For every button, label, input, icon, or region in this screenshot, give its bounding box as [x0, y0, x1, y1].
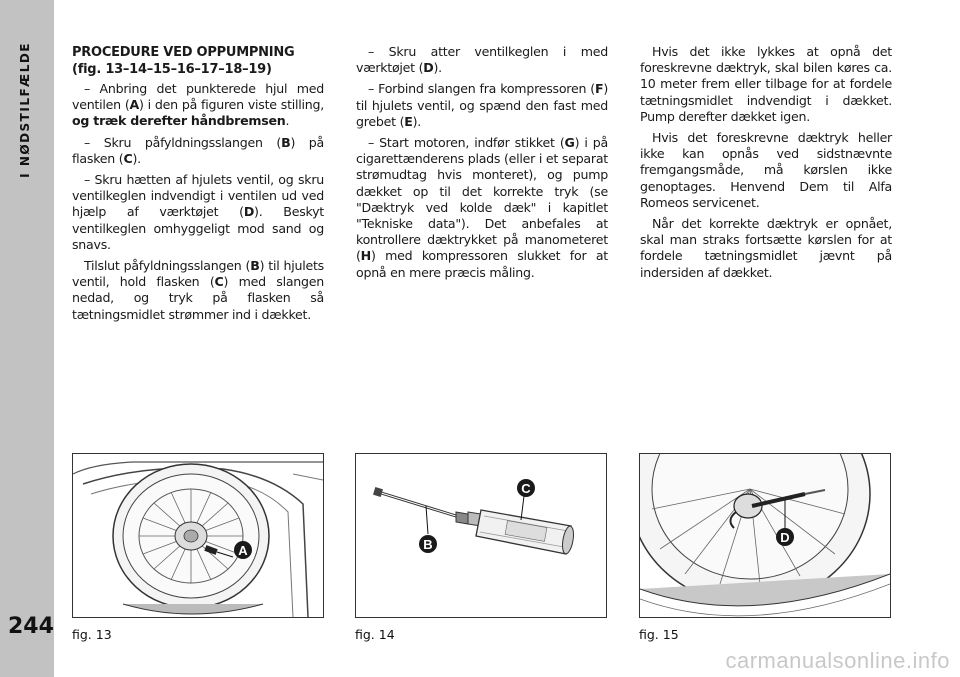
- text-run: – Skru atter ventilkeglen i med værktøjet (: [356, 44, 608, 76]
- reference-letter: D: [423, 60, 434, 76]
- reference-letter: C: [214, 274, 224, 290]
- paragraph: [356, 44, 608, 76]
- figure-14: [355, 453, 607, 618]
- reference-letter: C: [123, 150, 133, 166]
- text-run: ) i den på figuren viste stilling,: [139, 97, 324, 113]
- figure-15: [639, 453, 891, 618]
- text-run: – Skru påfyldningsslangen (: [84, 134, 282, 150]
- emphasis-text: og træk derefter håndbremsen: [72, 113, 286, 129]
- figure-caption: fig. 14: [355, 627, 395, 642]
- text-run: – Forbind slangen fra kompressoren (: [368, 81, 595, 97]
- text-run: ).: [132, 150, 141, 166]
- text-column-1: [72, 44, 324, 328]
- figure-caption: fig. 13: [72, 627, 112, 642]
- text-run: ). Beskyt ventilkeglen omhyggeligt mod sand og snavs.: [72, 204, 324, 252]
- heading-line-2: (fig. 13–14–15–16–17–18–19): [72, 62, 272, 77]
- valve-tool-illustration: [640, 454, 890, 617]
- section-label: I NØDSTILFÆLDE: [18, 42, 32, 178]
- heading-line-1: PROCEDURE VED OPPUMPNING: [72, 45, 295, 60]
- reference-letter: H: [360, 248, 371, 264]
- text-run: .: [285, 113, 290, 129]
- paragraph: Hvis det foreskrevne dæktryk heller ikke kan opnås ved sidstnævnte fremgangsmåde, må kørslen ikke genoptages. Henvend Dem til Alfa Romeos servicenet.: [640, 130, 892, 210]
- callout-c-label: C: [521, 481, 531, 496]
- reference-letter: F: [594, 81, 604, 97]
- reference-letter: A: [129, 97, 139, 113]
- wheel-arch-illustration: [73, 454, 323, 617]
- text-run: ) på flasken (: [72, 134, 324, 166]
- text-run: – Skru hætten af hjulets ventil, og skru ventilkeglen indvendigt i ventilen ud ved hjælp af værktøjet (: [72, 172, 324, 220]
- reference-letter: D: [243, 204, 255, 220]
- reference-letter: B: [281, 134, 291, 150]
- figure-13: [72, 453, 324, 618]
- sealant-bottle-illustration: [356, 454, 606, 617]
- text-run: ) til hjulets ventil, hold flasken (: [72, 258, 324, 290]
- reference-letter: B: [250, 258, 260, 274]
- text-run: ) med slangen nedad, og tryk på flasken så tætningsmidlet strømmer ind i dækket.: [72, 274, 324, 322]
- text-run: ) med kompressoren slukket for at opnå en mere præcis måling.: [356, 248, 608, 280]
- paragraph: [72, 172, 324, 253]
- text-run: ).: [433, 60, 442, 76]
- paragraph: [356, 135, 608, 281]
- text-run: ) i på cigarettænderens plads (eller i et separat strømudtag hvis monteret), og pump dækket op til det korrekte tryk (se "Dæktryk ved kolde dæk" i kapitlet "Tekniske data"). Det anbefales at kontrollere dæktrykket på manometeret (: [356, 135, 608, 264]
- callout-d-label: D: [780, 530, 790, 545]
- text-run: ) til hjulets ventil, og spænd den fast med grebet (: [356, 81, 608, 129]
- paragraph: [72, 135, 324, 167]
- paragraph: Hvis det ikke lykkes at opnå det foreskrevne dæktryk, skal bilen køres ca. 10 meter frem eller tilbage for at fordele tætningsmidlet indvendigt i dækket. Pump derefter dækket igen.: [640, 44, 892, 124]
- paragraph: [72, 81, 324, 130]
- text-run: – Start motoren, indfør stikket (: [368, 135, 565, 151]
- text-column-3: [640, 44, 892, 286]
- paragraph: [356, 81, 608, 130]
- text-run: Tilslut påfyldningsslangen (: [84, 258, 251, 274]
- paragraph: Når det korrekte dæktryk er opnået, skal man straks fortsætte kørslen for at fordele tætningsmidlet jævnt på indersiden af dækket.: [640, 216, 892, 280]
- section-heading: [72, 44, 324, 78]
- callout-b-label: B: [423, 537, 433, 552]
- reference-letter: E: [404, 113, 413, 129]
- text-run: ).: [412, 113, 422, 129]
- figure-caption: fig. 15: [639, 627, 679, 642]
- text-run: – Anbring det punkterede hjul med ventilen (: [72, 81, 324, 113]
- text-column-2: [356, 44, 608, 286]
- paragraph: [72, 258, 324, 323]
- page-number: 244: [8, 614, 54, 639]
- reference-letter: G: [564, 135, 575, 151]
- callout-a-label: A: [238, 543, 248, 558]
- watermark: carmanualsonline.info: [725, 648, 950, 673]
